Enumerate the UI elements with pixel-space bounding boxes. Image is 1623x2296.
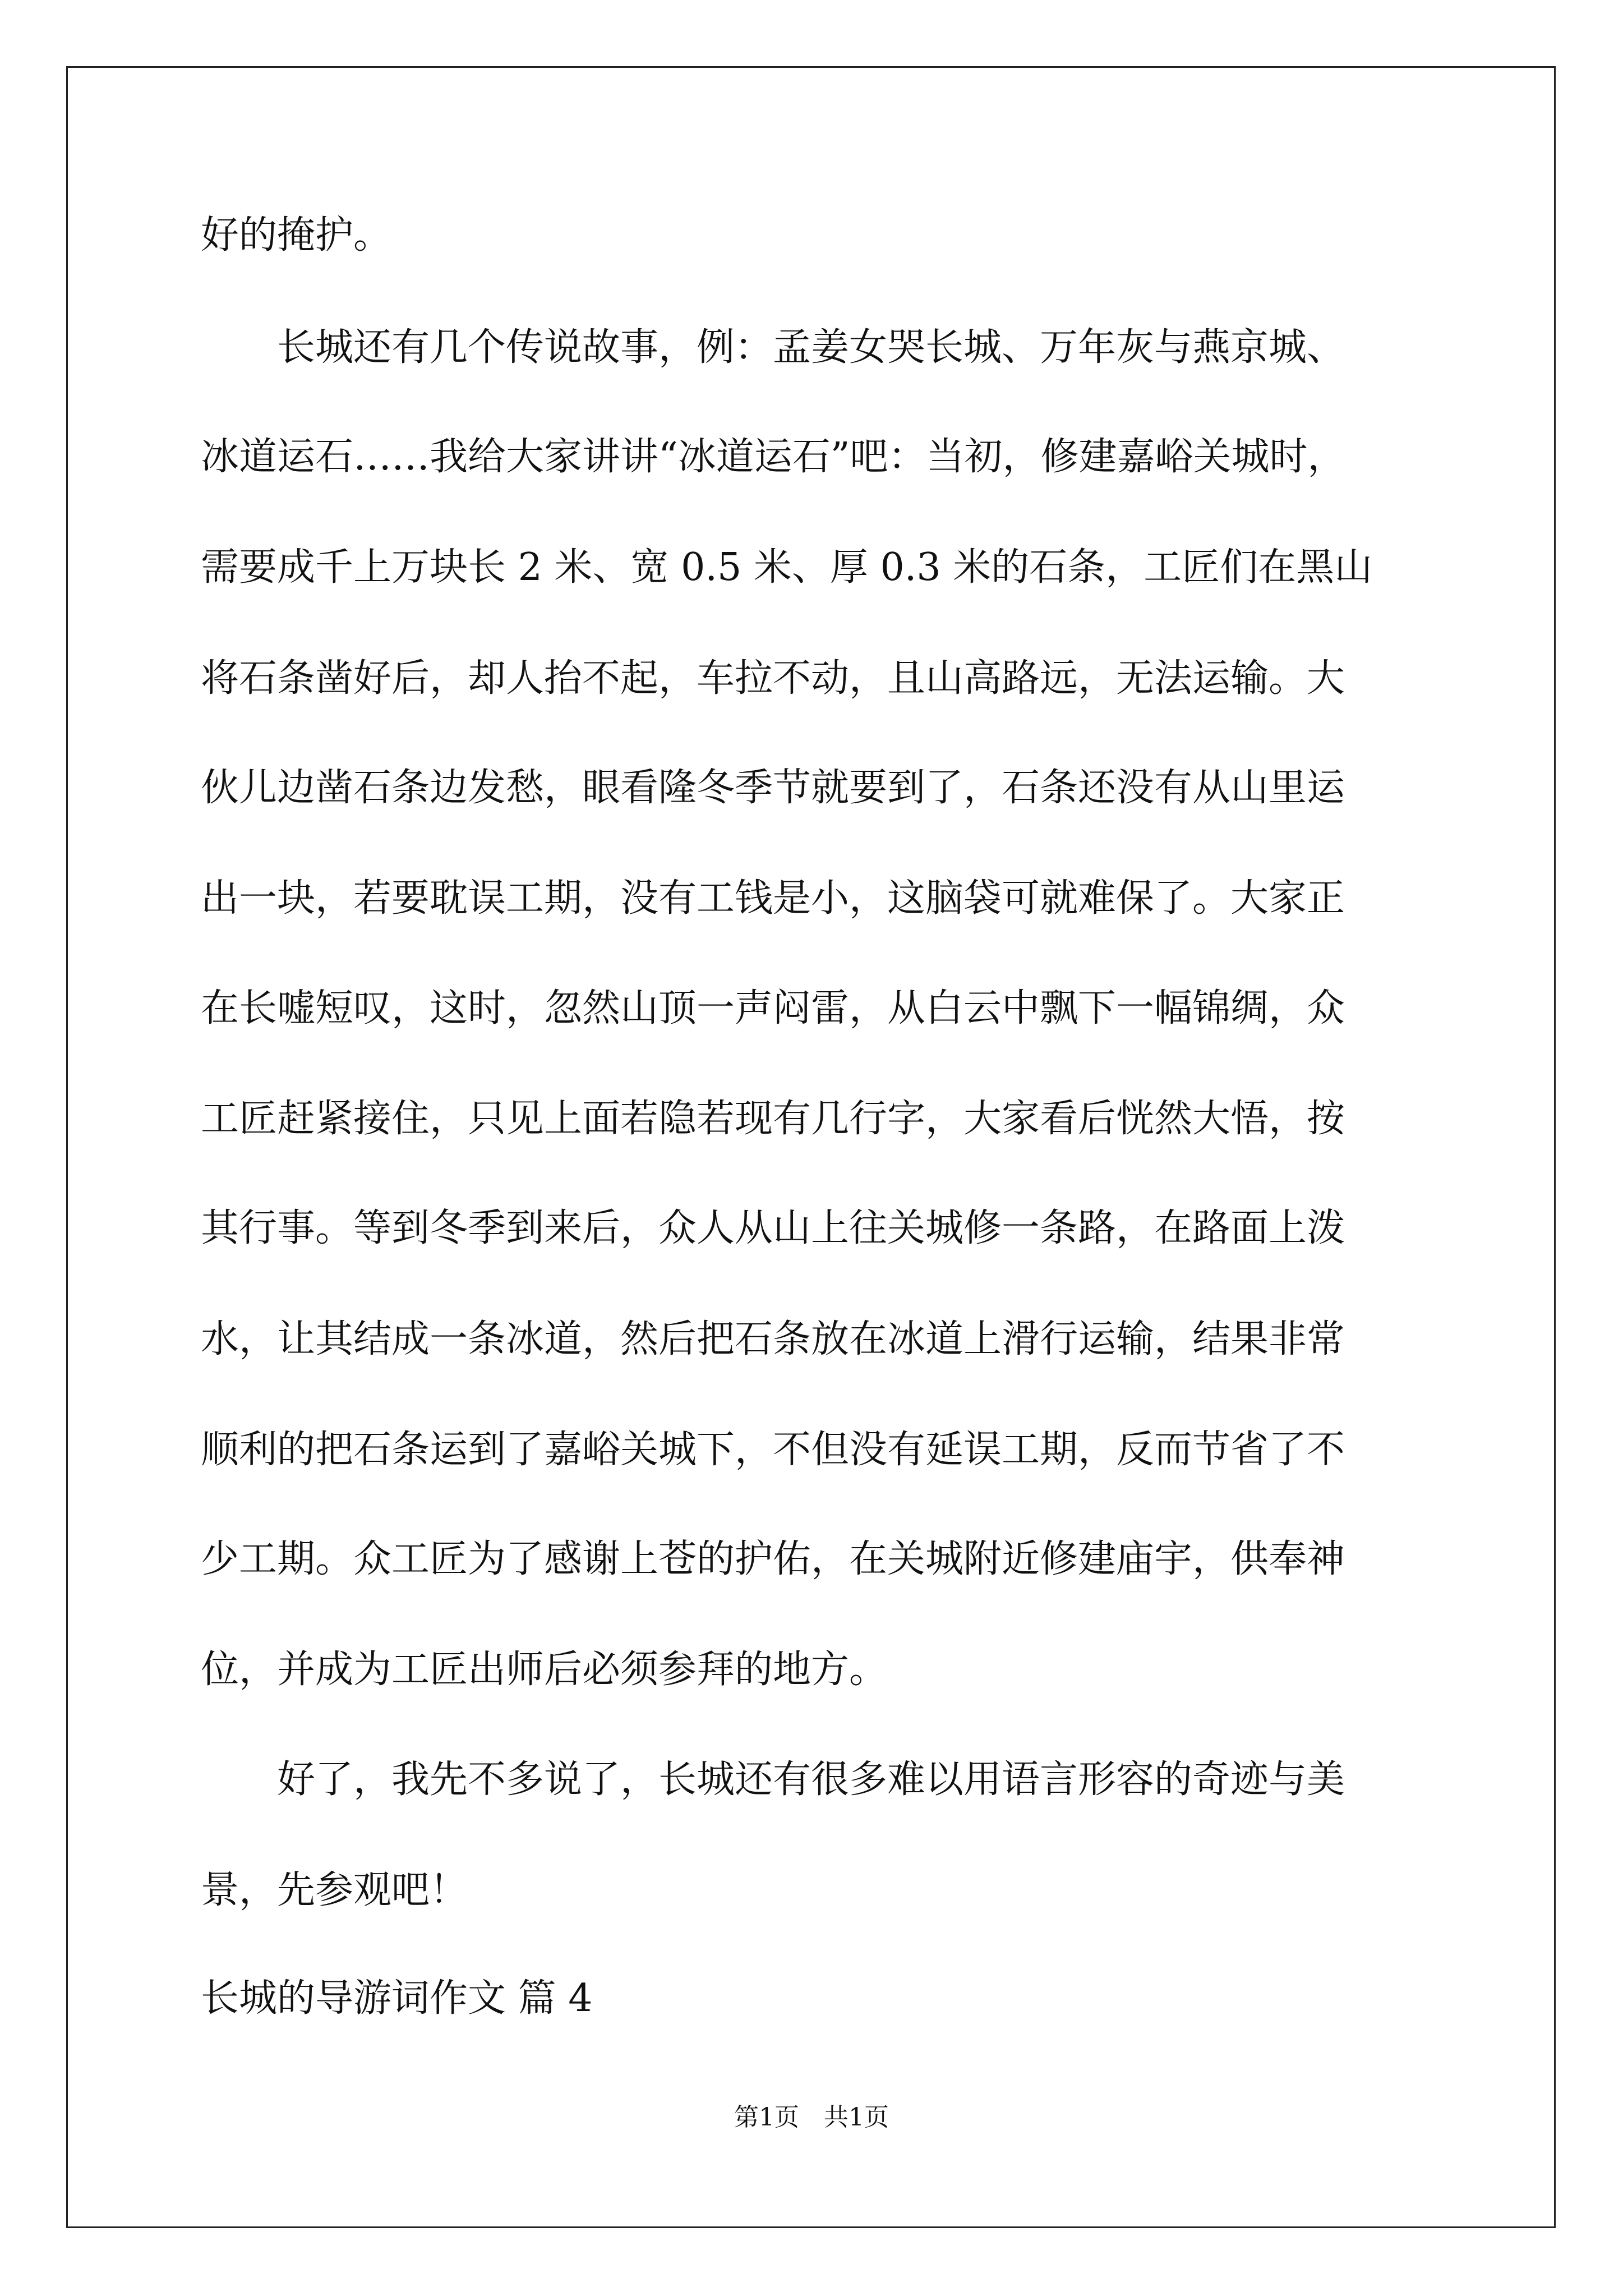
- section-heading: 长城的导游词作文 篇 4: [201, 1976, 593, 2021]
- text-line: 将石条凿好后，却人抬不起，车拉不动，且山高路远，无法运输。大: [201, 656, 1345, 701]
- text-line: 水，让其结成一条冰道，然后把石条放在冰道上滑行运输，结果非常: [201, 1317, 1345, 1361]
- text-line: 出一块，若要耽误工期，没有工钱是小，这脑袋可就难保了。大家正: [201, 876, 1345, 921]
- paragraph-start-line: 好了，我先不多说了，长城还有很多难以用语言形容的奇迹与美: [201, 1757, 1345, 1802]
- text-line: 少工期。众工匠为了感谢上苍的护佑，在关城附近修建庙宇，供奉神: [201, 1537, 1345, 1581]
- text-line: 位，并成为工匠出师后必须参拜的地方。: [201, 1648, 888, 1692]
- text-line: 伙儿边凿石条边发愁，眼看隆冬季节就要到了，石条还没有从山里运: [201, 766, 1345, 810]
- text-line: 在长嘘短叹，这时，忽然山顶一声闷雷，从白云中飘下一幅锦绸，众: [201, 986, 1345, 1030]
- text-line: 需要成千上万块长 2 米、宽 0.5 米、厚 0.3 米的石条，工匠们在黑山: [201, 545, 1373, 590]
- text-line: 其行事。等到冬季到来后，众人从山上往关城修一条路，在路面上泼: [201, 1206, 1345, 1250]
- text-line: 冰道运石……我给大家讲讲“冰道运石”吧：当初，修建嘉峪关城时，: [201, 435, 1346, 479]
- text-line: 顺利的把石条运到了嘉峪关城下，不但没有延误工期，反而节省了不: [201, 1428, 1345, 1472]
- paragraph-start-line: 长城还有几个传说故事，例：孟姜女哭长城、万年灰与燕京城、: [201, 325, 1345, 370]
- text-line: 景，先参观吧！: [201, 1868, 468, 1912]
- text-line: 好的掩护。: [201, 213, 392, 257]
- text-line: 工匠赶紧接住，只见上面若隐若现有几行字，大家看后恍然大悟，按: [201, 1097, 1345, 1141]
- page-footer: 第1页 共1页: [734, 2103, 889, 2132]
